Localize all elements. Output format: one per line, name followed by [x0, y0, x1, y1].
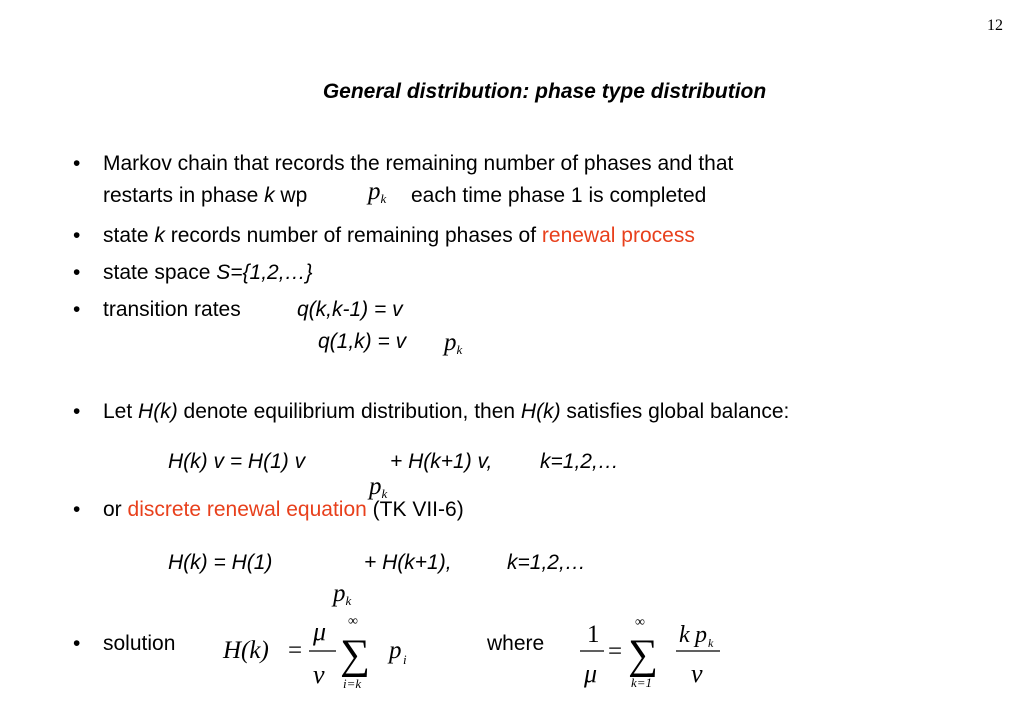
transition-rate-2: q(1,k) = v	[318, 330, 407, 353]
bullet-5-marker: •	[73, 400, 81, 423]
where-sigma: ∑	[628, 632, 658, 678]
renewal-equation-left: H(k) = H(1)	[168, 551, 273, 574]
where-nu: ν	[691, 659, 703, 688]
where-mu: μ	[584, 659, 598, 688]
where-p-subscript-k: k	[708, 636, 714, 650]
p-k-symbol-1: $p_k$	[368, 178, 387, 206]
balance-equation-left: H(k) v = H(1) v	[168, 450, 306, 473]
p-k-symbol-2: $p_k$	[444, 329, 463, 357]
where-k: k	[679, 622, 690, 648]
bullet-6-text: or discrete renewal equation (TK VII-6)	[103, 498, 464, 521]
where-k-eq-1: k=1	[631, 675, 653, 690]
transition-rate-1: q(k,k-1) = v	[297, 298, 403, 321]
solution-formula	[215, 608, 415, 698]
bullet-6-marker: •	[73, 498, 81, 521]
bullet-4-text: transition rates	[103, 298, 241, 321]
where-formula	[575, 612, 725, 698]
bullet-5-text: Let H(k) denote equilibrium distribution, then H(k) satisfies global balance:	[103, 400, 790, 423]
page-number: 12	[987, 17, 1003, 34]
formula-p-subscript-i: i	[403, 652, 407, 667]
bullet-3-marker: •	[73, 261, 81, 284]
bullet-1-line2-end: each time phase 1 is completed	[411, 184, 707, 207]
bullet-7-marker: •	[73, 632, 81, 655]
balance-equation-range: k=1,2,…	[540, 450, 619, 473]
bullet-1-marker: •	[73, 152, 81, 175]
where-p: p	[695, 622, 707, 648]
formula-i-eq-k: i=k	[343, 676, 362, 691]
bullet-4-marker: •	[73, 298, 81, 321]
where-equals: =	[608, 638, 623, 665]
slide-title: General distribution: phase type distribution	[322, 80, 767, 103]
balance-equation-right: + H(k+1) v,	[390, 450, 493, 473]
p-k-symbol-4: $p_k$	[333, 580, 352, 608]
formula-p: p	[389, 637, 402, 664]
formula-infinity: ∞	[348, 614, 358, 629]
bullet-2-text: state k records number of remaining phases of renewal process	[103, 224, 695, 247]
formula-h-k: H(k)	[223, 637, 269, 664]
where-one: 1	[587, 621, 600, 648]
renewal-equation-right: + H(k+1),	[364, 551, 452, 574]
where-text: where	[487, 632, 545, 655]
formula-mu: μ	[313, 617, 327, 646]
bullet-2-marker: •	[73, 224, 81, 247]
bullet-7-text: solution	[103, 632, 176, 655]
where-infinity: ∞	[635, 615, 645, 630]
formula-nu: ν	[313, 660, 325, 689]
bullet-1-line1: Markov chain that records the remaining number of phases and that	[103, 152, 734, 175]
formula-sigma: ∑	[340, 632, 370, 678]
formula-equals: =	[288, 637, 303, 664]
discrete-renewal-equation-link[interactable]: discrete renewal equation	[127, 498, 367, 521]
p-k-symbol-3: $p_k$	[369, 473, 388, 501]
bullet-3-text: state space S={1,2,…}	[103, 261, 313, 284]
renewal-process-link[interactable]: renewal process	[541, 224, 695, 247]
bullet-1-line2: restarts in phase k wp	[103, 184, 308, 207]
renewal-equation-range: k=1,2,…	[507, 551, 586, 574]
